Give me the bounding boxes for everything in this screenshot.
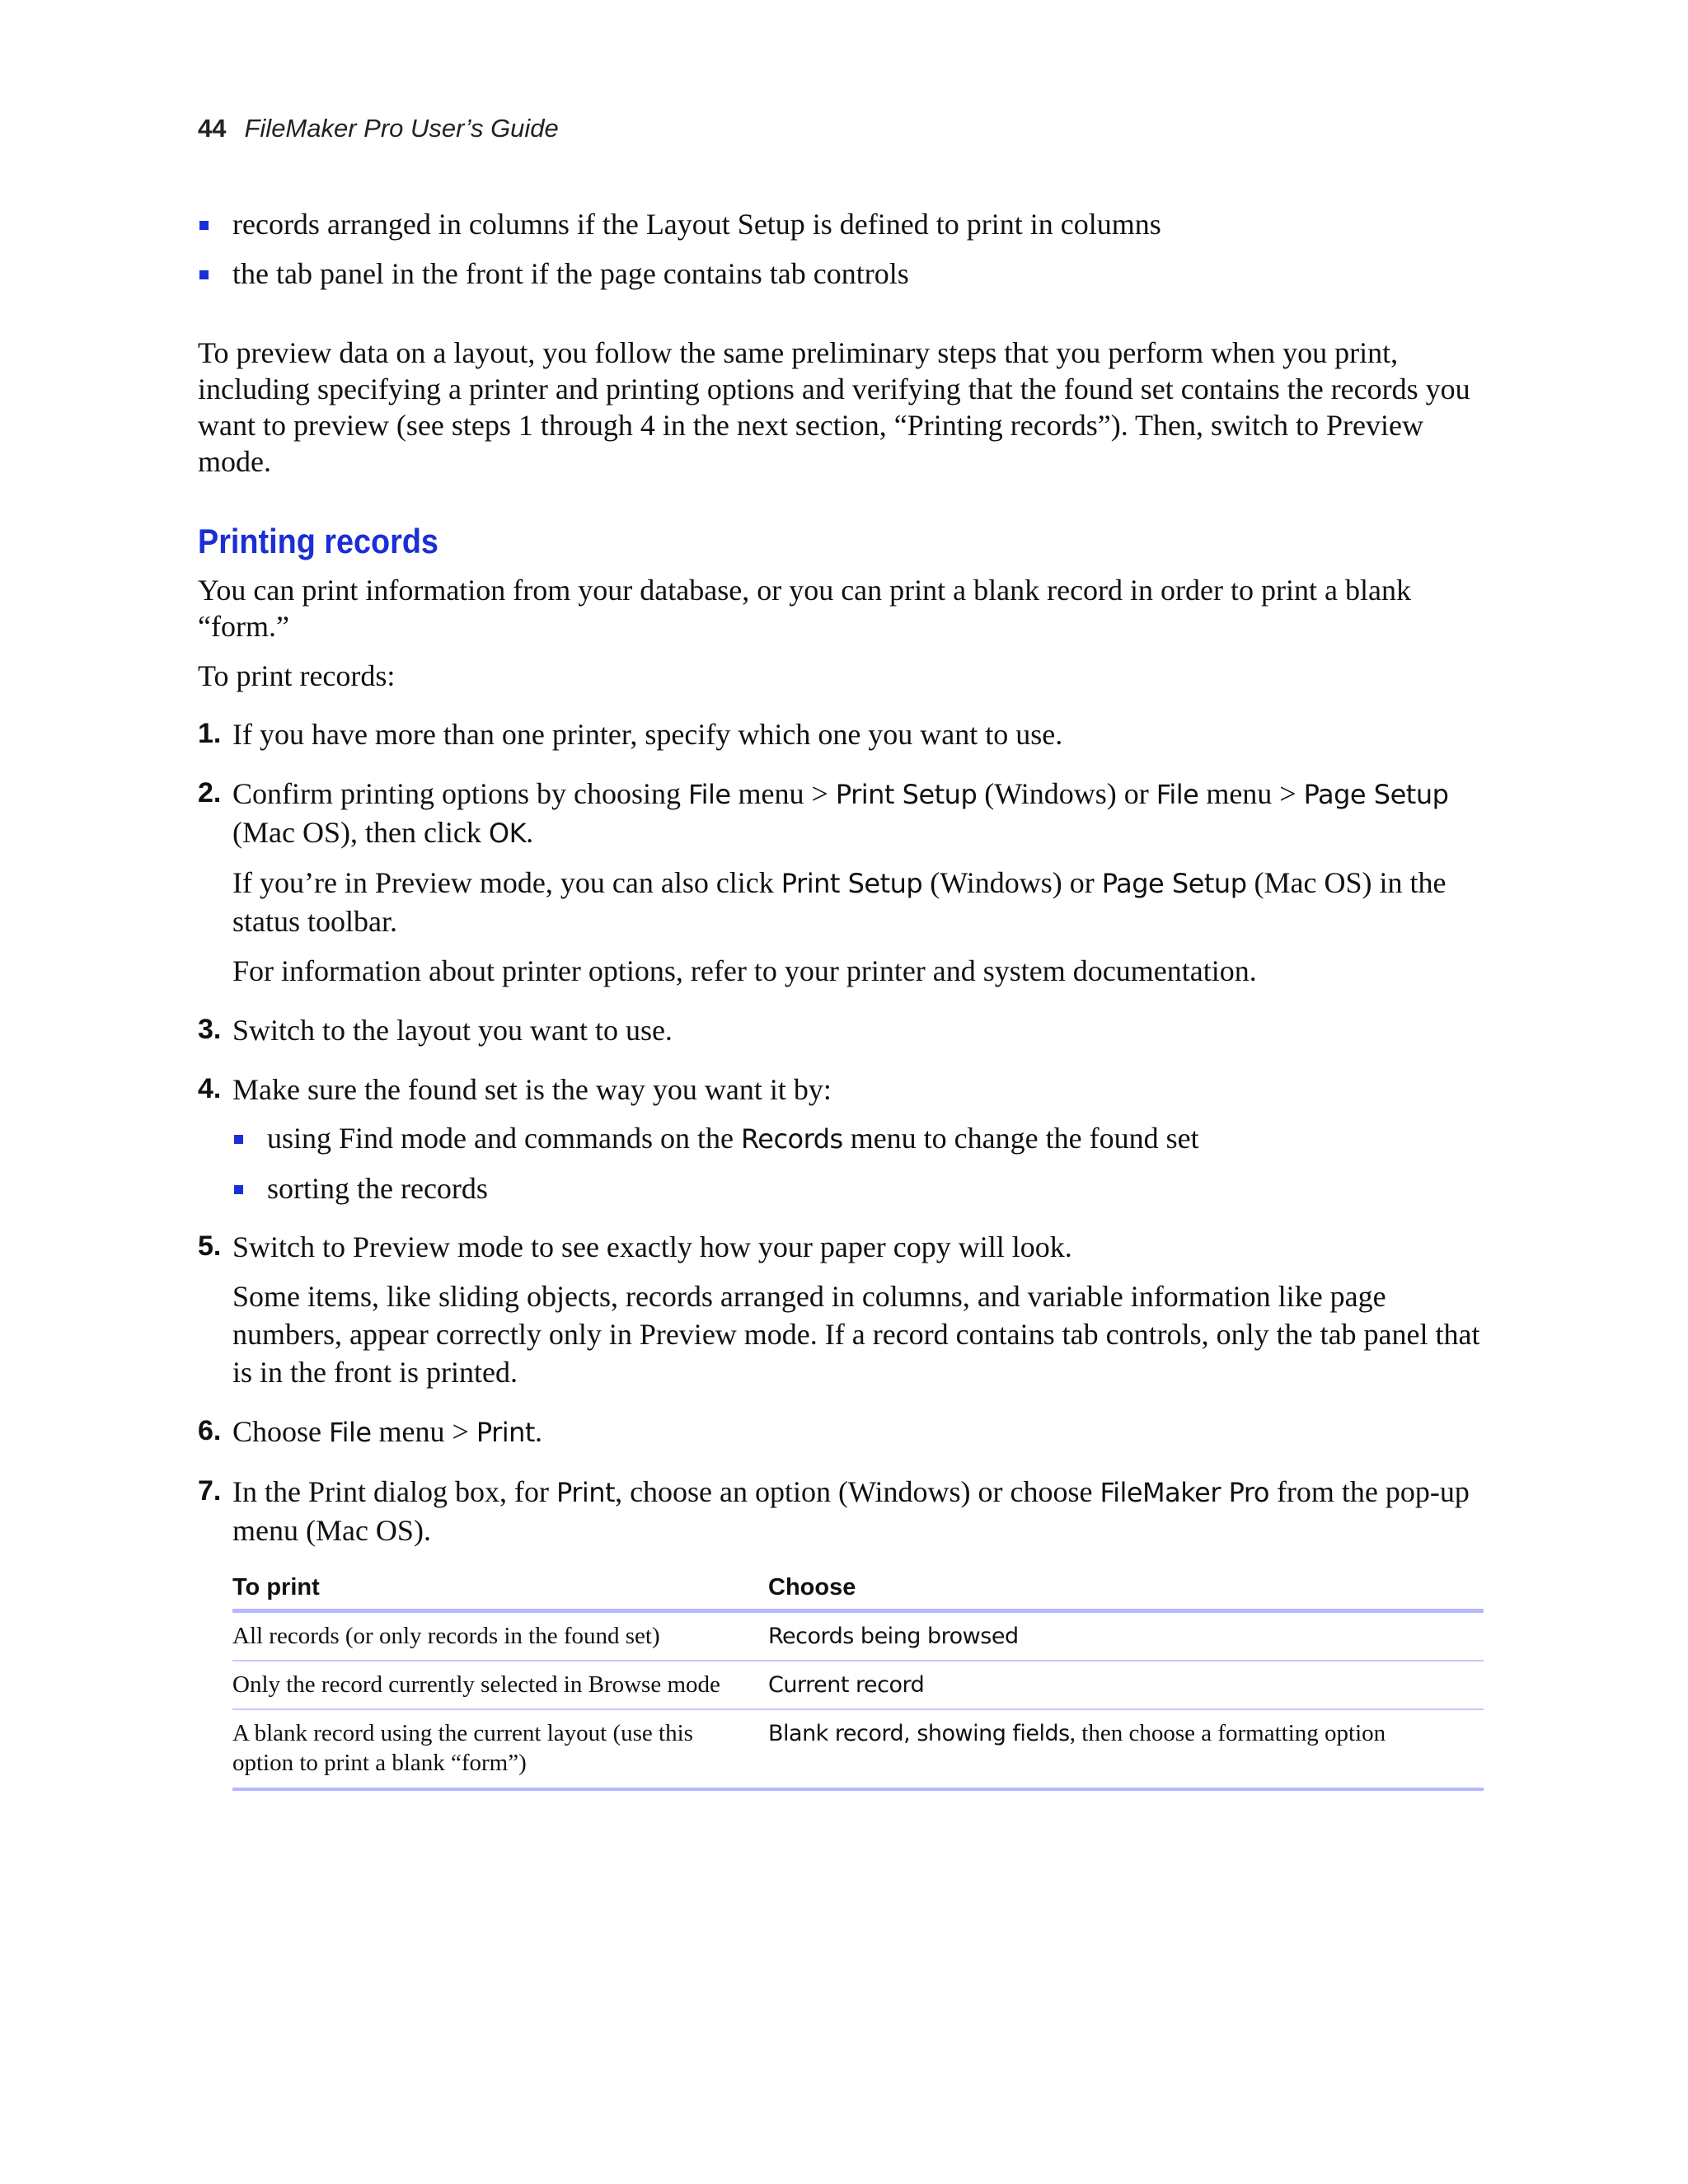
column-header-choose: Choose — [768, 1566, 1484, 1611]
ui-term-file: File — [1156, 779, 1199, 810]
step-text: Switch to the layout you want to use. — [232, 1014, 673, 1047]
step-note: For information about printer options, refer to your printer and system documentation. — [232, 954, 1257, 987]
intro-bullet-list — [198, 206, 1484, 292]
page-header — [198, 114, 559, 143]
ui-term-print: Print — [556, 1477, 616, 1508]
column-header-to-print: To print — [232, 1566, 768, 1611]
section-lead: To print records: — [198, 659, 396, 692]
section-heading: Printing records — [198, 522, 438, 560]
table-row — [232, 1661, 1484, 1709]
table-header-row — [232, 1566, 1484, 1611]
ui-term-file: File — [329, 1417, 372, 1448]
print-steps-list — [198, 715, 1484, 1549]
step-5 — [198, 1228, 1484, 1391]
list-item: using Find mode and commands on the Records menu to change the found set — [232, 1120, 1484, 1157]
ui-term-filemaker-pro: FileMaker Pro — [1100, 1477, 1269, 1508]
cell-to-print: A blank record using the current layout (use this option to print a blank “form”) — [232, 1709, 768, 1789]
bullet-square-icon — [234, 1185, 243, 1194]
table-row — [232, 1611, 1484, 1661]
ui-term-print: Print — [476, 1417, 535, 1448]
step-2 — [198, 775, 1484, 990]
ui-term-file: File — [688, 779, 731, 810]
step-number: 4. — [198, 1073, 222, 1104]
cell-choose: Records being browsed — [768, 1611, 1484, 1661]
step-number: 1. — [198, 718, 222, 749]
section-intro: You can print information from your database, or you can print a blank record in order to print a blank “form.” — [198, 574, 1411, 643]
step-number: 3. — [198, 1014, 222, 1045]
cell-to-print: Only the record currently selected in Browse mode — [232, 1661, 768, 1709]
step-number: 2. — [198, 777, 222, 808]
step-number: 6. — [198, 1415, 222, 1446]
step-note: If you’re in Preview mode, you can also click Print Setup (Windows) or Page Setup (Mac OS) in the status toolbar. — [232, 866, 1447, 938]
page-content — [198, 206, 1484, 1791]
step-4 — [198, 1071, 1484, 1207]
step-number: 5. — [198, 1230, 222, 1262]
step-text: Choose File menu > Print. — [232, 1415, 542, 1448]
step-3 — [198, 1011, 1484, 1049]
preview-paragraph: To preview data on a layout, you follow the same preliminary steps that you perform when you print, including specifying a printer and printing options and verifying that the found set contains the records you want to preview (see steps 1 through 4 in the next section, “Printing records”). Then, switch to Preview mode. — [198, 336, 1470, 478]
step-note: Some items, like sliding objects, records arranged in columns, and variable information like page numbers, appear correctly only in Preview mode. If a record contains tab controls, only the tab panel that is in the front is printed. — [232, 1280, 1480, 1389]
step-text: Switch to Preview mode to see exactly how your paper copy will look. — [232, 1230, 1072, 1263]
print-options-table — [232, 1566, 1484, 1791]
bullet-square-icon — [234, 1135, 243, 1144]
list-item: sorting the records — [232, 1170, 1484, 1207]
cell-to-print: All records (or only records in the found set) — [232, 1611, 768, 1661]
ui-term-print-setup: Print Setup — [835, 779, 978, 810]
ui-term-page-setup: Page Setup — [1101, 868, 1247, 899]
list-item: the tab panel in the front if the page contains tab controls — [198, 255, 1484, 292]
ui-term-page-setup: Page Setup — [1303, 779, 1449, 810]
step-7 — [198, 1473, 1484, 1549]
step-text: Confirm printing options by choosing File menu > Print Setup (Windows) or File menu > Page Setup (Mac OS), then click OK. — [232, 777, 1449, 849]
cell-choose: Blank record, showing fields, then choose a formatting option — [768, 1709, 1484, 1789]
step-1 — [198, 715, 1484, 753]
ui-term-print-setup: Print Setup — [781, 868, 923, 899]
step-number: 7. — [198, 1475, 222, 1507]
bullet-square-icon — [199, 270, 209, 279]
cell-choose: Current record — [768, 1661, 1484, 1709]
step-text: In the Print dialog box, for Print, choose an option (Windows) or choose FileMaker Pro from the pop-up menu (Mac OS). — [232, 1475, 1470, 1547]
book-title: FileMaker Pro User’s Guide — [244, 114, 559, 143]
list-item: records arranged in columns if the Layout Setup is defined to print in columns — [198, 206, 1484, 242]
step-text: If you have more than one printer, specify which one you want to use. — [232, 718, 1063, 751]
table-row — [232, 1709, 1484, 1789]
ui-term-ok: OK — [488, 818, 527, 849]
step-text: Make sure the found set is the way you want it by: — [232, 1073, 832, 1106]
page-number: 44 — [198, 114, 227, 143]
step-4-bullets — [232, 1120, 1484, 1207]
bullet-square-icon — [199, 221, 209, 230]
step-6 — [198, 1413, 1484, 1451]
ui-term-records: Records — [740, 1123, 843, 1155]
